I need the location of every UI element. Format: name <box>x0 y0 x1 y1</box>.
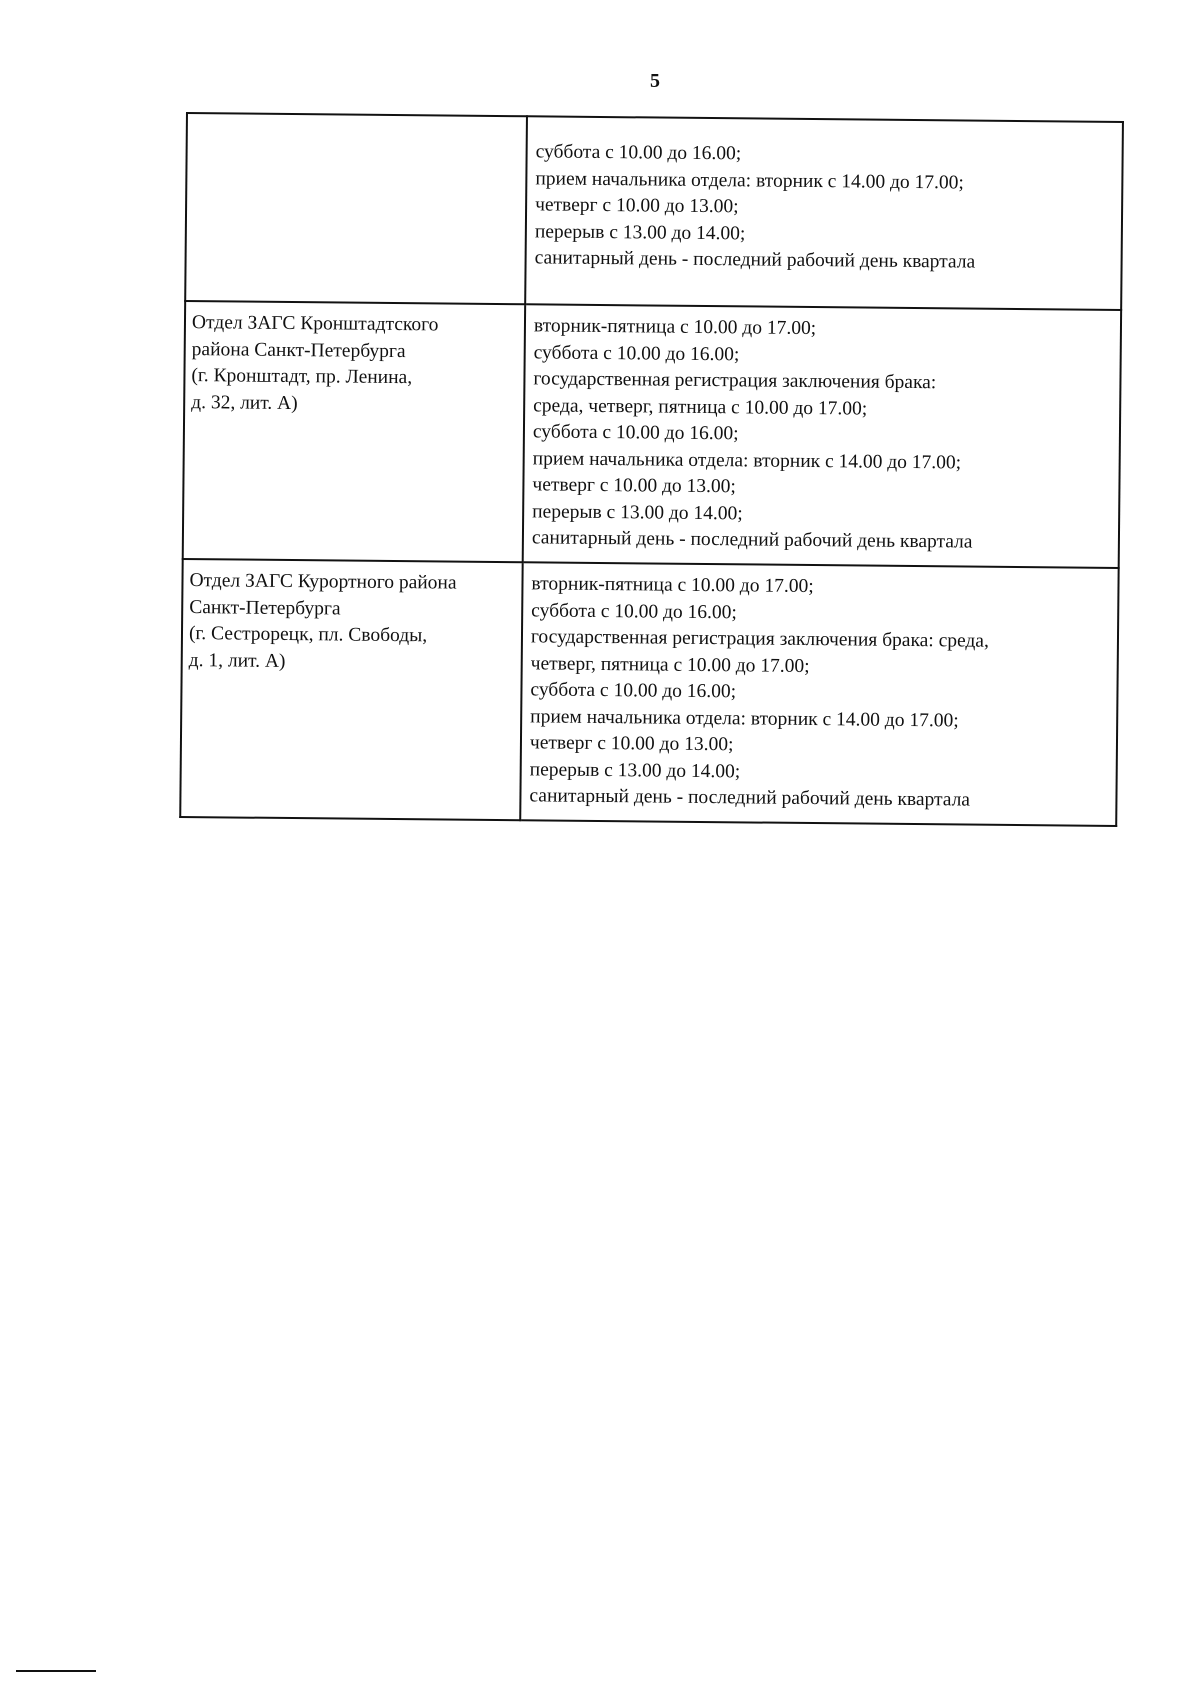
schedule-line: четверг с 10.00 до 13.00; <box>529 732 734 756</box>
schedule-line: суббота с 10.00 до 16.00; <box>533 341 740 365</box>
department-line: Отдел ЗАГС Кронштадтского <box>191 312 439 336</box>
schedule-line: суббота с 10.00 до 16.00; <box>530 679 737 703</box>
schedule-line: четверг с 10.00 до 13.00; <box>535 194 739 218</box>
schedule-line: суббота с 10.00 до 16.00; <box>532 421 739 445</box>
schedule-line: прием начальника отдела: вторник с 14.00 до 17.00; <box>532 447 962 473</box>
department-line: д. 32, лит. А) <box>191 391 298 414</box>
schedule-line: вторник-пятница с 10.00 до 17.00; <box>531 573 814 598</box>
schedule-line: государственная регистрация заключения брака: среда, <box>530 626 989 652</box>
schedule-table <box>179 112 1124 827</box>
department-line: Санкт-Петербурга <box>189 596 341 620</box>
schedule-line: прием начальника отдела: вторник с 14.00 до 17.00; <box>530 705 959 731</box>
schedule-cell <box>525 116 1123 310</box>
footnote-rule <box>16 1670 96 1672</box>
schedule-line: суббота с 10.00 до 16.00; <box>535 141 742 165</box>
table-row <box>180 559 1118 826</box>
schedule-line: перерыв с 13.00 до 14.00; <box>532 500 743 524</box>
schedule-line: перерыв с 13.00 до 14.00; <box>529 758 741 782</box>
schedule-cell <box>523 304 1121 568</box>
schedule-line: санитарный день - последний рабочий день квартала <box>529 785 971 811</box>
table-row <box>185 113 1123 310</box>
schedule-line: государственная регистрация заключения брака: <box>533 368 937 394</box>
schedule-line: четверг, пятница с 10.00 до 17.00; <box>530 652 810 677</box>
schedule-line: суббота с 10.00 до 16.00; <box>531 599 737 623</box>
table-row <box>183 301 1121 568</box>
department-line: д. 1, лит. А) <box>188 649 286 672</box>
schedule-cell <box>520 562 1118 826</box>
department-cell <box>183 301 525 562</box>
department-line: (г. Сестрорецк, пл. Свободы, <box>188 623 428 647</box>
department-cell <box>185 113 527 304</box>
schedule-line: перерыв с 13.00 до 14.00; <box>534 220 746 244</box>
department-cell <box>180 559 522 820</box>
schedule-line: четверг с 10.00 до 13.00; <box>532 474 737 498</box>
department-line: (г. Кронштадт, пр. Ленина, <box>191 365 413 389</box>
department-line: Отдел ЗАГС Курортного района <box>189 570 457 594</box>
department-line: района Санкт-Петербурга <box>191 338 406 362</box>
schedule-line: санитарный день - последний рабочий день квартала <box>534 247 976 273</box>
schedule-line: санитарный день - последний рабочий день квартала <box>531 527 973 553</box>
schedule-line: среда, четверг, пятница с 10.00 до 17.00; <box>533 394 868 420</box>
schedule-line: вторник-пятница с 10.00 до 17.00; <box>533 315 817 340</box>
page-number: 5 <box>650 70 660 92</box>
schedule-line: прием начальника отдела: вторник с 14.00 до 17.00; <box>535 167 964 193</box>
